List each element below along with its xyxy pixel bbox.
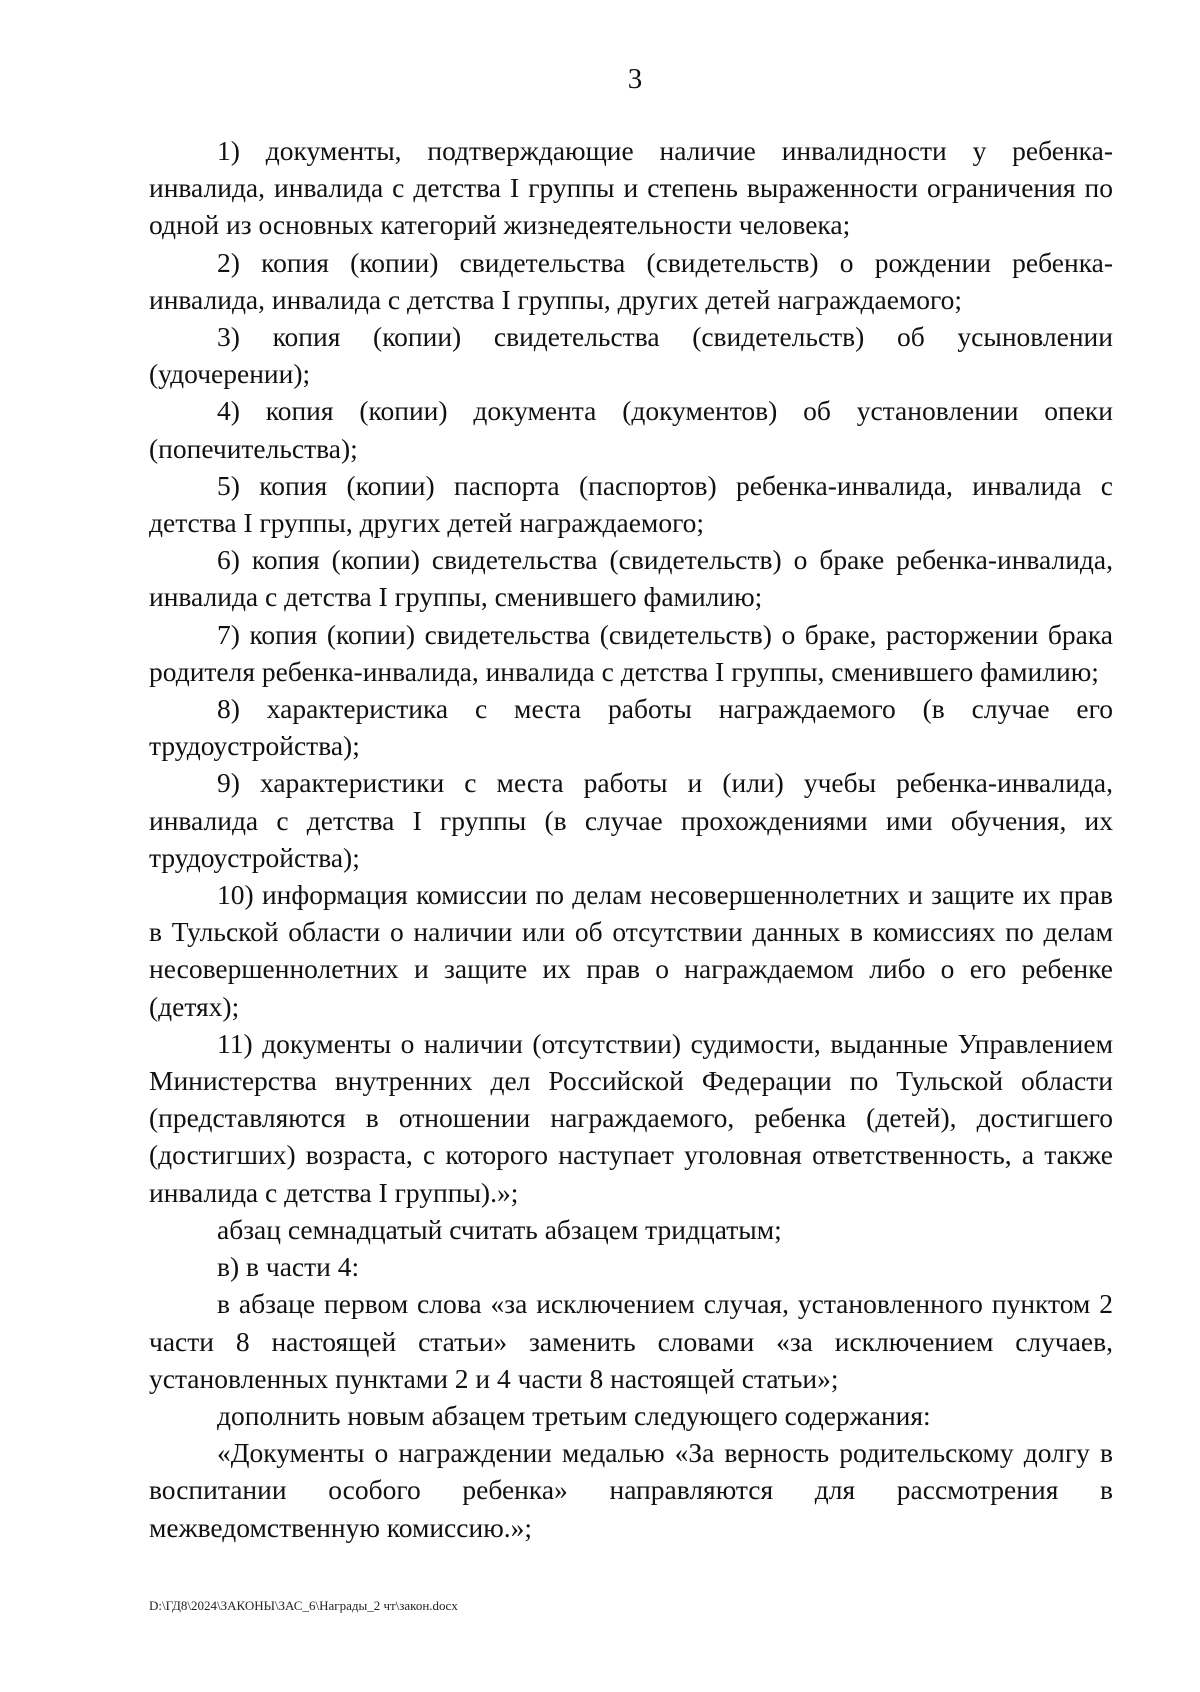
paragraph-item-8: 8) характеристика с места работы награждаемого (в случае его трудоустройства); — [149, 693, 1113, 762]
paragraph-item-11: 11) документы о наличии (отсутствии) судимости, выданные Управлением Министерства внутренних дел Российской Федерации по Тульской области (представляются в отношении награждаемого, ребенка (детей), достигшего (достигших) возраста, с которого наступает уголовная ответственность, а также инвалида с детства I группы).»; — [149, 1027, 1113, 1208]
page-number: 3 — [627, 63, 643, 95]
paragraph-item-9: 9) характеристики с места работы и (или) учебы ребенка-инвалида, инвалида с детства I группы (в случае прохождениями ими обучения, их трудоустройства); — [149, 767, 1113, 873]
paragraph-item-1: 1) документы, подтверждающие наличие инвалидности у ребенка-инвалида, инвалида с детства I группы и степень выраженности ограничения по одной из основных категорий жизнедеятельности человека; — [149, 135, 1113, 241]
paragraph-item-6: 6) копия (копии) свидетельства (свидетельств) о браке ребенка-инвалида, инвалида с детства I группы, сменившего фамилию; — [149, 544, 1113, 613]
paragraph-item-10: 10) информация комиссии по делам несовершеннолетних и защите их прав в Тульской области о наличии или об отсутствии данных в комиссиях по делам несовершеннолетних и защите их прав о награждаемом либо о его ребенке (детях); — [149, 879, 1113, 1022]
paragraph-item-3: 3) копия (копии) свидетельства (свидетельств) об усыновлении (удочерении); — [149, 321, 1113, 390]
paragraph-item-7: 7) копия (копии) свидетельства (свидетельств) о браке, расторжении брака родителя ребенка-инвалида, инвалида с детства I группы, сменившего фамилию; — [149, 618, 1113, 687]
paragraph-first-abzac-replacement: в абзаце первом слова «за исключением случая, установленного пунктом 2 части 8 настоящей статьи» заменить словами «за исключением случаев, установленных пунктами 2 и 4 части 8 настоящей статьи»; — [149, 1288, 1113, 1394]
paragraph-medal-documents: «Документы о награждении медалью «За верность родительскому долгу в воспитании особого ребенка» направляются для рассмотрения в межведомственную комиссию.»; — [149, 1437, 1113, 1543]
paragraph-seventeenth-abzac: абзац семнадцатый считать абзацем тридцатым; — [217, 1213, 782, 1245]
paragraph-part-4-heading: в) в части 4: — [217, 1251, 360, 1283]
paragraph-item-2: 2) копия (копии) свидетельства (свидетельств) о рождении ребенка-инвалида, инвалида с детства I группы, других детей награждаемого; — [149, 246, 1113, 315]
paragraph-item-4: 4) копия (копии) документа (документов) об установлении опеки (попечительства); — [149, 395, 1113, 464]
footer-file-path: D:\ГД8\2024\ЗАКОНЫ\ЗАС_6\Награды_2 чт\закон.docx — [149, 1598, 458, 1613]
paragraph-add-third-abzac: дополнить новым абзацем третьим следующего содержания: — [217, 1399, 931, 1431]
paragraph-item-5: 5) копия (копии) паспорта (паспортов) ребенка-инвалида, инвалида с детства I группы, других детей награждаемого; — [149, 469, 1113, 539]
document-body — [149, 132, 1113, 1546]
